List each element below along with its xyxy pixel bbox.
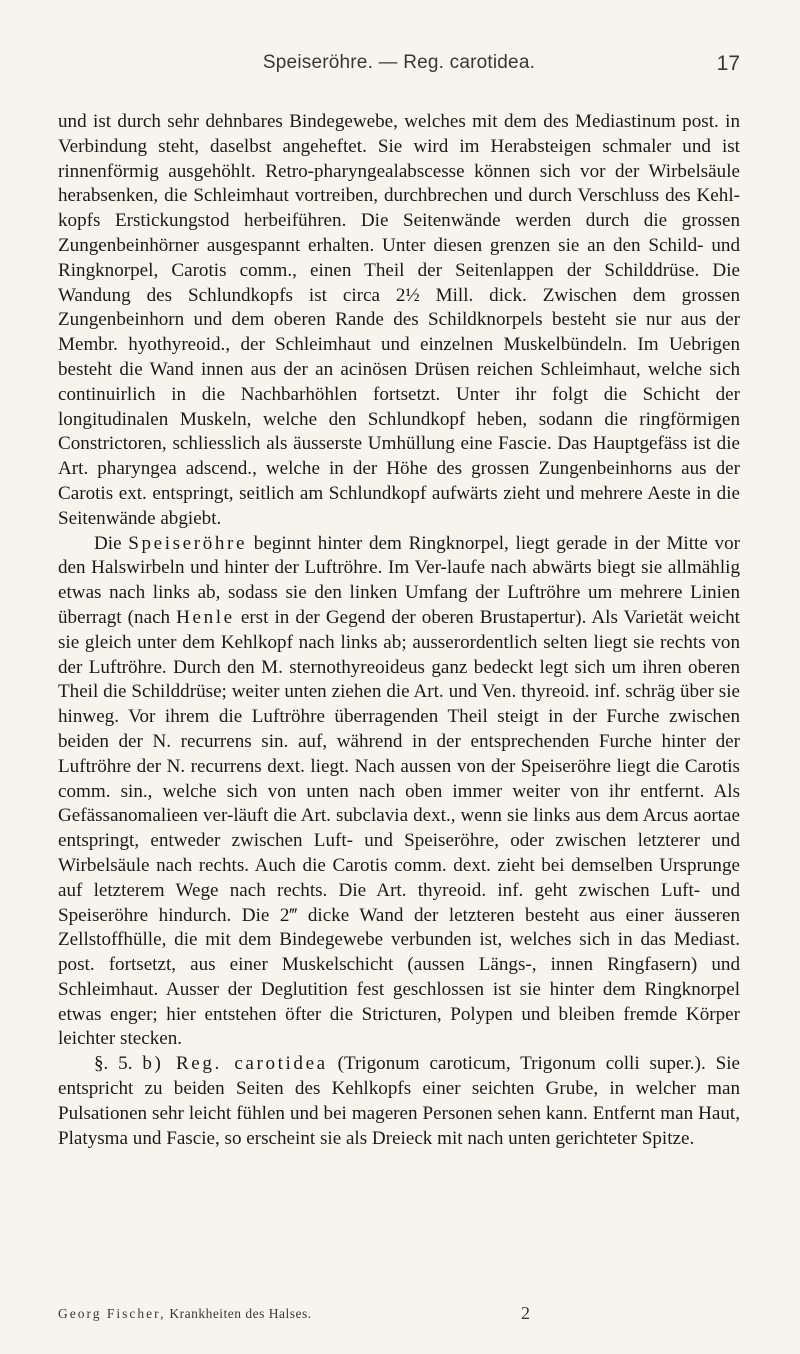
footer-source (58, 1306, 312, 1322)
running-head (58, 52, 740, 80)
page-number: 17 (716, 52, 740, 75)
oesophagus-intro: Die (94, 532, 122, 554)
term-speiseroehre: Speiseröhre (128, 532, 248, 554)
page-footer (58, 1303, 740, 1328)
carotidea-text: (Trigonum caroticum, Trigonum colli super.). Sie entspricht zu beiden Seiten des Kehlkopfs einer seichten Grube, in welcher man Pulsationen sehr leicht fühlen und bei mageren Personen sehen kann. Entfernt man Haut, Platysma und Fascie, so erscheint sie als Dreieck mit nach unten gerichteter Spitze. (58, 1053, 740, 1149)
body-text (58, 110, 740, 1151)
signature-mark: 2 (521, 1303, 530, 1323)
oesophagus-text-b: erst in der Gegend der oberen Brustapertur). Als Varietät weicht sie gleich unter dem Kehlkopf nach links ab; ausserordentlich selten liegt sie rechts von der Luftröhre. Durch den M. sternothyreoideus ganz bedeckt legt sich um ihren oberen Theil die Schilddrüse; weiter unten ziehen die Art. und Ven. thyreoid. inf. schräg über sie hinweg. Vor ihrem die Luftröhre überragenden Theil steigt in der Furche zwischen beiden der N. recurrens sin. auf, während in der entsprechenden Furche hinter der Luftröhre der N. recurrens dext. liegt. Nach aussen von der Speiseröhre liegt die Carotis comm. sin., welche sich von unten nach oben immer weiter von ihr entfernt. Als Gefässanomalieen ver-läuft die Art. subclavia dext., wenn sie links aus dem Arcus aortae entspringt, entweder zwischen Luft- und Speiseröhre, oder zwischen letzterer und Wirbelsäule nach rechts. Auch die Carotis comm. dext. zieht bei demselben Ursprunge auf letzterem Wege nach rechts. Die Art. thyreoid. inf. geht zwischen Luft- und Speiseröhre hindurch. Die 2‴ dicke Wand der letzteren besteht aus einer äusseren Zellstoffhülle, die mit dem Bindegewebe verbunden ist, welches sich in das Mediast. post. fortsetzt, aus einer Muskelschicht (aussen Längs-, innen Ringfasern) und Schleimhaut. Ausser der Deglutition fest geschlossen ist sie hinter dem Ringknorpel etwas enger; hier entstehen öfter die Stricturen, Polypen und bleiben fremde Körper leichter stecken. (58, 606, 740, 1050)
footer-author: Georg Fischer, (58, 1306, 166, 1321)
paragraph-reg-carotidea (58, 1052, 740, 1151)
running-title: Speiseröhre. — Reg. carotidea. (262, 52, 536, 73)
section-heading: b) Reg. carotidea (142, 1053, 328, 1075)
section-number: §. 5. (94, 1053, 133, 1075)
paragraph-oesophagus (58, 532, 740, 1053)
author-henle: Henle (176, 606, 235, 628)
footer-work: Krankheiten des Halses. (169, 1306, 312, 1321)
oesophagus-text-a: beginnt hinter dem Ringknorpel, liegt gerade in der Mitte vor den Halswirbeln und hinter der Luftröhre. Im Ver-laufe nach abwärts biegt sie allmählig etwas nach links ab, sodass sie den linken Umfang der Luftröhre um mehrere Linien überragt (nach (58, 532, 740, 628)
paragraph-pharynx-wall: und ist durch sehr dehnbares Bindegewebe, welches mit dem des Mediastinum post. in Verbindung steht, daselbst angeheftet. Sie wird im Herabsteigen schmaler und ist rinnenförmig ausgehöhlt. Retro-pharyngealabscesse können sich vor der Wirbelsäule herabsenken, die Schleimhaut vortreiben, durchbrechen und durch Verschluss des Kehl-kopfs Erstickungstod herbeiführen. Die Seitenwände werden durch die grossen Zungenbeinhörner ausgespannt erhalten. Unter diesen grenzen sie an den Schild- und Ringknorpel, Carotis comm., einen Theil der Seitenlappen der Schilddrüse. Die Wandung des Schlundkopfs ist circa 2½ Mill. dick. Zwischen dem grossen Zungenbeinhorn und dem oberen Rande des Schildknorpels besteht sie nur aus der Membr. hyothyreoid., der Schleimhaut und einzelnen Muskelbündeln. Im Uebrigen besteht die Wand innen aus der an acinösen Drüsen reichen Schleimhaut, welche sich continuirlich in die Nachbarhöhlen fortsetzt. Unter ihr folgt die Schicht der longitudinalen Muskeln, welche den Schlundkopf heben, sodann die ringförmigen Constrictoren, schliesslich als äusserste Umhüllung eine Fascie. Das Hauptgefäss ist die Art. pharyngea adscend., welche in der Höhe des grossen Zungenbeinhorns aus der Carotis ext. entspringt, seitlich am Schlundkopf aufwärts zieht und mehrere Aeste in die Seitenwände abgiebt. (58, 111, 740, 529)
